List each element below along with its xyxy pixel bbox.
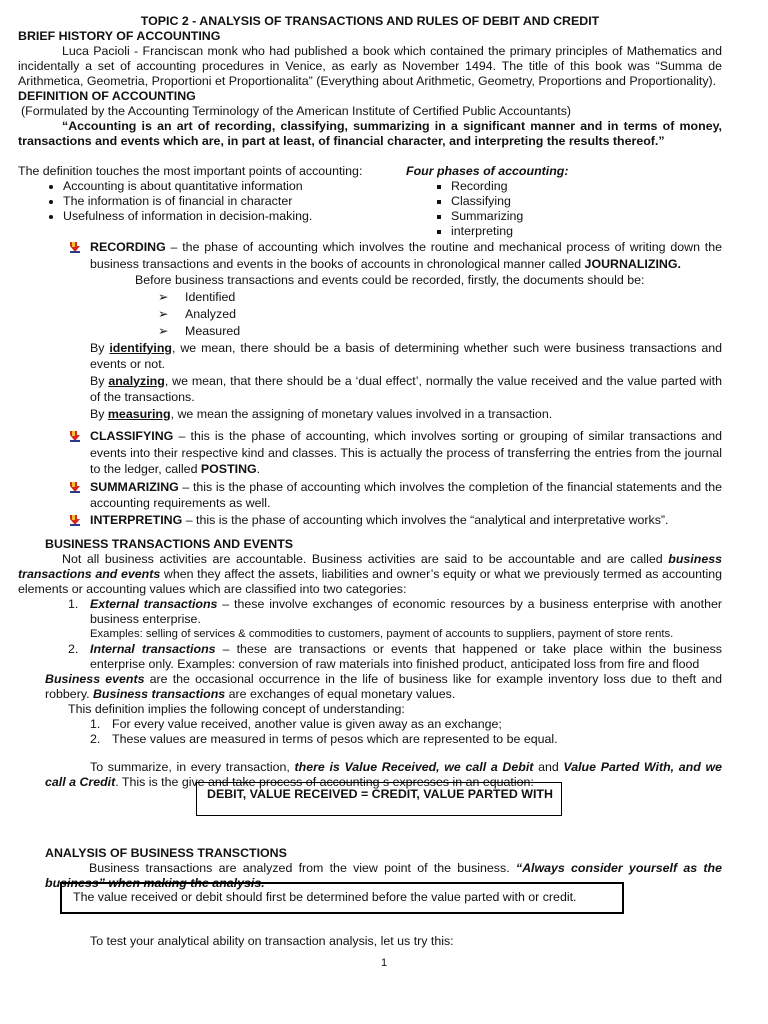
list-item bbox=[68, 642, 722, 672]
summary-and: and bbox=[533, 760, 564, 774]
definition-source: (Formulated by the Accounting Terminology of the American Institute of Certified Public Accountants) bbox=[21, 104, 572, 118]
points-intro: The definition touches the most important points of accounting: bbox=[18, 164, 363, 178]
posting-term: POSTING bbox=[200, 462, 257, 476]
interpreting-text bbox=[90, 512, 722, 529]
phase-bullet-icon bbox=[66, 479, 90, 494]
events-term: Business events bbox=[45, 672, 145, 686]
debit-first-box: The value received or debit should first be determined before the value parted with or credit. bbox=[60, 882, 624, 914]
definition-heading: DEFINITION OF ACCOUNTING bbox=[18, 89, 196, 103]
summarizing-term: SUMMARIZING bbox=[90, 479, 179, 494]
by-label: By bbox=[90, 373, 109, 388]
phase-bullet-icon bbox=[66, 239, 90, 254]
concept-text: These values are measured in terms of pesos which are represented to be equal. bbox=[112, 732, 558, 746]
transactions-description: are exchanges of equal monetary values. bbox=[225, 687, 456, 701]
recording-before: Before business transactions and events could be recorded, firstly, the documents should be: bbox=[135, 273, 645, 287]
document-title: TOPIC 2 - ANALYSIS OF TRANSACTIONS AND RULES OF DEBIT AND CREDIT bbox=[140, 14, 600, 28]
identifying-text: , we mean, there should be a basis of determining whether such were business transactions and events or not. bbox=[90, 340, 723, 371]
external-term: External transactions bbox=[90, 597, 218, 611]
list-item: ▪ interpreting bbox=[451, 224, 706, 239]
external-examples: Examples: selling of services & commodities to customers, payment of accounts to suppliers, payment of store rents. bbox=[90, 628, 674, 640]
measuring-paragraph bbox=[90, 406, 722, 423]
analyzing-term: analyzing bbox=[108, 373, 165, 388]
arrow-icon: ➢ bbox=[158, 306, 169, 321]
bte-term: business transactions and events bbox=[18, 552, 722, 581]
transactions-term: Business transactions bbox=[92, 687, 226, 701]
by-label: By bbox=[90, 406, 108, 421]
bte-heading: BUSINESS TRANSACTIONS AND EVENTS bbox=[45, 537, 294, 551]
recording-term: RECORDING bbox=[90, 240, 166, 254]
analysis-text: Business transactions are analyzed from the view point of the business. bbox=[89, 861, 516, 875]
step-label: Analyzed bbox=[185, 306, 236, 321]
classifying-term: CLASSIFYING bbox=[90, 429, 174, 443]
list-item bbox=[158, 323, 722, 340]
interpreting-term: INTERPRETING bbox=[90, 512, 183, 527]
points-list bbox=[18, 179, 363, 224]
list-item: ▪ Recording bbox=[451, 179, 706, 194]
summarizing-text bbox=[90, 479, 722, 512]
summarizing-section bbox=[66, 479, 722, 512]
analyzing-paragraph bbox=[90, 373, 722, 406]
step-label: Measured bbox=[185, 323, 241, 338]
concept-list bbox=[90, 717, 722, 747]
classifying-description: – this is the phase of accounting, which involves sorting or grouping of similar transactions and events into their respective kind and classes. This is actually the process of transferring the entries from the journal to the ledger, called bbox=[90, 429, 722, 476]
history-paragraph: Luca Pacioli - Franciscan monk who had published a book which contained the primary principles of Mathematics and incidentally a set of accounting procedures in Venice, as early as November 1494. The title of this book was “Summa de Arithmetica, Geometria, Proportioni et Proportionalita” (Everything about Arithmetic, Geometry, Proportions and Proportionality). bbox=[18, 44, 722, 88]
list-item bbox=[90, 717, 722, 732]
period: . bbox=[256, 462, 261, 476]
list-item: • Usefulness of information in decision-making. bbox=[63, 209, 363, 224]
by-label: By bbox=[90, 340, 110, 355]
internal-description: – these are transactions or events that happened or take place within the business enterprise only. Examples: conversion of raw materials into finished product, anticipated loss from fire and flood bbox=[90, 642, 722, 671]
measuring-term: measuring bbox=[107, 406, 171, 421]
classifying-section bbox=[66, 428, 722, 478]
list-item bbox=[158, 289, 722, 306]
concept-text: For every value received, another value is given away as an exchange; bbox=[112, 717, 502, 731]
bte-intro bbox=[18, 552, 722, 597]
recording-text bbox=[90, 239, 722, 272]
list-item: ▪ Classifying bbox=[451, 194, 706, 209]
classifying-text bbox=[90, 428, 722, 478]
recording-description: – the phase of accounting which involves the routine and mechanical process of writing down the business transactions and events in the books of accounts in chronological manner called bbox=[90, 240, 722, 271]
list-item bbox=[90, 732, 722, 747]
phase-bullet-icon bbox=[66, 428, 90, 443]
arrow-icon: ➢ bbox=[158, 323, 169, 338]
analysis-emphasis: “Always consider yourself as the business” when making the analysis. bbox=[45, 861, 722, 890]
journalizing-term: JOURNALIZING. bbox=[584, 256, 681, 271]
identifying-term: identifying bbox=[109, 340, 172, 355]
analysis-heading: ANALYSIS OF BUSINESS TRANSCTIONS bbox=[45, 846, 287, 860]
internal-term: Internal transactions bbox=[90, 642, 216, 656]
equation-box: DEBIT, VALUE RECEIVED = CREDIT, VALUE PARTED WITH bbox=[196, 782, 562, 816]
interpreting-section bbox=[66, 512, 722, 529]
list-item: ▪ Summarizing bbox=[451, 209, 706, 224]
internal-text bbox=[90, 642, 722, 672]
analyzing-text: , we mean, that there should be a ‘dual effect’, normally the value received and the value parted with of the transactions. bbox=[90, 373, 722, 404]
debit-phrase: there is Value Received, we call a Debit bbox=[294, 760, 534, 774]
step-label: Identified bbox=[185, 289, 236, 304]
item-number: 2. bbox=[68, 642, 79, 656]
external-description: – these involve exchanges of economic resources by a business enterprise with another business enterprise. bbox=[90, 597, 722, 626]
list-item bbox=[68, 597, 722, 627]
events-paragraph bbox=[45, 672, 722, 702]
summary-text-end: . This is the give and take process of accounting s expresses in an equation: bbox=[115, 775, 534, 789]
implies-line: This definition implies the following concept of understanding: bbox=[68, 702, 405, 716]
history-heading: BRIEF HISTORY OF ACCOUNTING bbox=[18, 29, 221, 43]
phases-list bbox=[406, 179, 706, 239]
phase-bullet-icon bbox=[66, 512, 90, 527]
recording-steps bbox=[18, 289, 722, 340]
summarizing-description: – this is the phase of accounting which involves the completion of the financial statements and the accounting requirements as well. bbox=[90, 479, 722, 510]
page-number: 1 bbox=[380, 957, 388, 969]
test-line: To test your analytical ability on transaction analysis, let us try this: bbox=[90, 934, 454, 948]
list-item: • Accounting is about quantitative information bbox=[63, 179, 363, 194]
points-and-phases bbox=[18, 164, 722, 239]
document-page bbox=[18, 14, 722, 790]
points-column bbox=[18, 164, 363, 239]
phases-heading: Four phases of accounting: bbox=[406, 164, 569, 178]
item-number: 1. bbox=[90, 717, 101, 731]
item-number: 1. bbox=[68, 597, 79, 611]
bte-intro-text-end: when they affect the assets, liabilities and owner’s equity or what we previously termed as accounting elements or accounting values which are classified into two categories: bbox=[18, 567, 722, 596]
events-description: are the occasional occurrence in the life of business like for example inventory loss due to theft and robbery. bbox=[45, 672, 722, 701]
external-text bbox=[90, 597, 722, 627]
credit-phrase: Value Parted With, and we call a Credit bbox=[45, 760, 723, 789]
phases-column bbox=[406, 164, 706, 239]
definition-quote: “Accounting is an art of recording, classifying, summarizing in a significant manner and in terms of money, transactions and events which are, in part at least, of financial character, and interpreting the results thereof.” bbox=[18, 119, 722, 148]
transaction-types bbox=[68, 597, 722, 627]
identifying-paragraph bbox=[90, 340, 722, 373]
arrow-icon: ➢ bbox=[158, 289, 169, 304]
item-number: 2. bbox=[90, 732, 101, 746]
summary-text: To summarize, in every transaction, bbox=[90, 760, 295, 774]
transaction-types-2 bbox=[68, 642, 722, 672]
recording-section bbox=[66, 239, 722, 272]
measuring-text: , we mean the assigning of monetary values involved in a transaction. bbox=[170, 406, 553, 421]
list-item: • The information is of financial in character bbox=[63, 194, 363, 209]
bte-intro-text: Not all business activities are accountable. Business activities are said to be accountable and are called bbox=[62, 552, 669, 566]
list-item bbox=[158, 306, 722, 323]
interpreting-description: – this is the phase of accounting which involves the “analytical and interpretative works”. bbox=[182, 512, 669, 527]
